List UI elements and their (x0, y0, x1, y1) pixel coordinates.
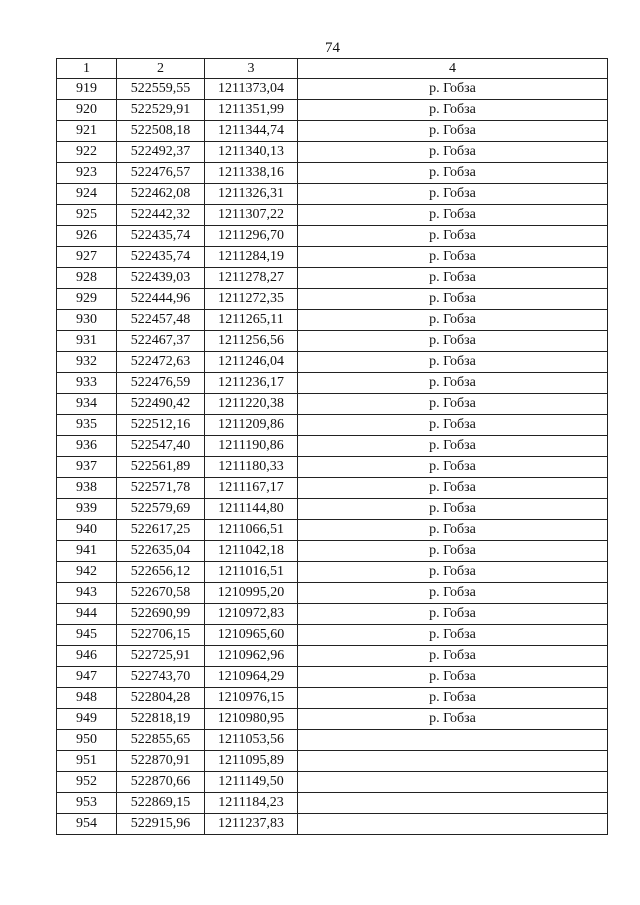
description-cell: р. Гобза (298, 457, 608, 478)
column-header-2: 2 (117, 59, 205, 79)
point-number-cell: 948 (57, 688, 117, 709)
y-coordinate-cell: 1211016,51 (205, 562, 298, 583)
page-number: 74 (325, 40, 340, 56)
point-number-cell: 950 (57, 730, 117, 751)
y-coordinate-cell: 1211296,70 (205, 226, 298, 247)
table-row (57, 79, 608, 100)
point-number-cell: 922 (57, 142, 117, 163)
column-header-1: 1 (57, 59, 117, 79)
description-cell (298, 751, 608, 772)
table-row (57, 751, 608, 772)
y-coordinate-cell: 1210976,15 (205, 688, 298, 709)
table-row (57, 394, 608, 415)
y-coordinate-cell: 1211265,11 (205, 310, 298, 331)
description-cell: р. Гобза (298, 583, 608, 604)
table-row (57, 121, 608, 142)
y-coordinate-cell: 1211307,22 (205, 205, 298, 226)
table-row (57, 226, 608, 247)
description-cell: р. Гобза (298, 184, 608, 205)
table-row (57, 184, 608, 205)
x-coordinate-cell: 522870,66 (117, 772, 205, 793)
description-cell: р. Гобза (298, 646, 608, 667)
point-number-cell: 953 (57, 793, 117, 814)
point-number-cell: 949 (57, 709, 117, 730)
y-coordinate-cell: 1211042,18 (205, 541, 298, 562)
y-coordinate-cell: 1211351,99 (205, 100, 298, 121)
x-coordinate-cell: 522579,69 (117, 499, 205, 520)
description-cell: р. Гобза (298, 415, 608, 436)
description-cell: р. Гобза (298, 688, 608, 709)
table-row (57, 352, 608, 373)
table-row (57, 142, 608, 163)
x-coordinate-cell: 522656,12 (117, 562, 205, 583)
y-coordinate-cell: 1211326,31 (205, 184, 298, 205)
table-row (57, 436, 608, 457)
x-coordinate-cell: 522476,59 (117, 373, 205, 394)
point-number-cell: 944 (57, 604, 117, 625)
table-header (57, 59, 608, 79)
description-cell: р. Гобза (298, 121, 608, 142)
point-number-cell: 933 (57, 373, 117, 394)
description-cell: р. Гобза (298, 373, 608, 394)
x-coordinate-cell: 522457,48 (117, 310, 205, 331)
table-row (57, 310, 608, 331)
point-number-cell: 926 (57, 226, 117, 247)
y-coordinate-cell: 1211180,33 (205, 457, 298, 478)
y-coordinate-cell: 1211149,50 (205, 772, 298, 793)
x-coordinate-cell: 522512,16 (117, 415, 205, 436)
x-coordinate-cell: 522870,91 (117, 751, 205, 772)
description-cell (298, 814, 608, 835)
description-cell: р. Гобза (298, 331, 608, 352)
point-number-cell: 925 (57, 205, 117, 226)
column-header-4: 4 (298, 59, 608, 79)
x-coordinate-cell: 522561,89 (117, 457, 205, 478)
point-number-cell: 951 (57, 751, 117, 772)
y-coordinate-cell: 1211220,38 (205, 394, 298, 415)
table-row (57, 730, 608, 751)
point-number-cell: 952 (57, 772, 117, 793)
x-coordinate-cell: 522435,74 (117, 247, 205, 268)
y-coordinate-cell: 1210995,20 (205, 583, 298, 604)
point-number-cell: 921 (57, 121, 117, 142)
x-coordinate-cell: 522467,37 (117, 331, 205, 352)
point-number-cell: 945 (57, 625, 117, 646)
table-row (57, 163, 608, 184)
point-number-cell: 946 (57, 646, 117, 667)
description-cell: р. Гобза (298, 394, 608, 415)
y-coordinate-cell: 1211209,86 (205, 415, 298, 436)
x-coordinate-cell: 522690,99 (117, 604, 205, 625)
y-coordinate-cell: 1210972,83 (205, 604, 298, 625)
table-row (57, 583, 608, 604)
point-number-cell: 923 (57, 163, 117, 184)
point-number-cell: 927 (57, 247, 117, 268)
point-number-cell: 930 (57, 310, 117, 331)
x-coordinate-cell: 522869,15 (117, 793, 205, 814)
point-number-cell: 935 (57, 415, 117, 436)
table-row (57, 772, 608, 793)
description-cell: р. Гобза (298, 310, 608, 331)
y-coordinate-cell: 1211338,16 (205, 163, 298, 184)
y-coordinate-cell: 1211373,04 (205, 79, 298, 100)
x-coordinate-cell: 522439,03 (117, 268, 205, 289)
y-coordinate-cell: 1210964,29 (205, 667, 298, 688)
x-coordinate-cell: 522442,32 (117, 205, 205, 226)
point-number-cell: 934 (57, 394, 117, 415)
y-coordinate-cell: 1211144,80 (205, 499, 298, 520)
description-cell: р. Гобза (298, 226, 608, 247)
point-number-cell: 932 (57, 352, 117, 373)
table-row (57, 646, 608, 667)
y-coordinate-cell: 1211167,17 (205, 478, 298, 499)
description-cell: р. Гобза (298, 499, 608, 520)
description-cell: р. Гобза (298, 79, 608, 100)
description-cell: р. Гобза (298, 541, 608, 562)
point-number-cell: 919 (57, 79, 117, 100)
y-coordinate-cell: 1211053,56 (205, 730, 298, 751)
description-cell: р. Гобза (298, 352, 608, 373)
description-cell: р. Гобза (298, 142, 608, 163)
x-coordinate-cell: 522529,91 (117, 100, 205, 121)
point-number-cell: 939 (57, 499, 117, 520)
point-number-cell: 929 (57, 289, 117, 310)
description-cell: р. Гобза (298, 709, 608, 730)
table-row (57, 205, 608, 226)
y-coordinate-cell: 1211272,35 (205, 289, 298, 310)
x-coordinate-cell: 522818,19 (117, 709, 205, 730)
y-coordinate-cell: 1211236,17 (205, 373, 298, 394)
point-number-cell: 954 (57, 814, 117, 835)
x-coordinate-cell: 522472,63 (117, 352, 205, 373)
table-row (57, 688, 608, 709)
x-coordinate-cell: 522462,08 (117, 184, 205, 205)
x-coordinate-cell: 522508,18 (117, 121, 205, 142)
x-coordinate-cell: 522725,91 (117, 646, 205, 667)
x-coordinate-cell: 522444,96 (117, 289, 205, 310)
point-number-cell: 941 (57, 541, 117, 562)
x-coordinate-cell: 522490,42 (117, 394, 205, 415)
table-row (57, 373, 608, 394)
column-header-3: 3 (205, 59, 298, 79)
x-coordinate-cell: 522804,28 (117, 688, 205, 709)
description-cell: р. Гобза (298, 100, 608, 121)
point-number-cell: 928 (57, 268, 117, 289)
table-row (57, 100, 608, 121)
description-cell (298, 793, 608, 814)
point-number-cell: 924 (57, 184, 117, 205)
x-coordinate-cell: 522855,65 (117, 730, 205, 751)
x-coordinate-cell: 522435,74 (117, 226, 205, 247)
point-number-cell: 947 (57, 667, 117, 688)
table-row (57, 247, 608, 268)
y-coordinate-cell: 1211246,04 (205, 352, 298, 373)
y-coordinate-cell: 1210980,95 (205, 709, 298, 730)
point-number-cell: 942 (57, 562, 117, 583)
table-row (57, 289, 608, 310)
table-row (57, 331, 608, 352)
description-cell: р. Гобза (298, 625, 608, 646)
table-row (57, 415, 608, 436)
x-coordinate-cell: 522670,58 (117, 583, 205, 604)
y-coordinate-cell: 1211095,89 (205, 751, 298, 772)
description-cell: р. Гобза (298, 163, 608, 184)
table-row (57, 793, 608, 814)
y-coordinate-cell: 1211284,19 (205, 247, 298, 268)
x-coordinate-cell: 522617,25 (117, 520, 205, 541)
description-cell: р. Гобза (298, 205, 608, 226)
coordinates-table (56, 58, 608, 835)
x-coordinate-cell: 522559,55 (117, 79, 205, 100)
y-coordinate-cell: 1210962,96 (205, 646, 298, 667)
point-number-cell: 937 (57, 457, 117, 478)
table-row (57, 499, 608, 520)
y-coordinate-cell: 1211278,27 (205, 268, 298, 289)
point-number-cell: 931 (57, 331, 117, 352)
description-cell: р. Гобза (298, 478, 608, 499)
description-cell: р. Гобза (298, 562, 608, 583)
table-row (57, 562, 608, 583)
x-coordinate-cell: 522706,15 (117, 625, 205, 646)
x-coordinate-cell: 522915,96 (117, 814, 205, 835)
table-row (57, 457, 608, 478)
table-row (57, 709, 608, 730)
table-row (57, 478, 608, 499)
y-coordinate-cell: 1211184,23 (205, 793, 298, 814)
description-cell: р. Гобза (298, 268, 608, 289)
table-row (57, 520, 608, 541)
description-cell (298, 730, 608, 751)
point-number-cell: 940 (57, 520, 117, 541)
y-coordinate-cell: 1211340,13 (205, 142, 298, 163)
x-coordinate-cell: 522635,04 (117, 541, 205, 562)
point-number-cell: 938 (57, 478, 117, 499)
x-coordinate-cell: 522571,78 (117, 478, 205, 499)
point-number-cell: 936 (57, 436, 117, 457)
y-coordinate-cell: 1211256,56 (205, 331, 298, 352)
description-cell: р. Гобза (298, 289, 608, 310)
x-coordinate-cell: 522492,37 (117, 142, 205, 163)
table-row (57, 604, 608, 625)
table-row (57, 625, 608, 646)
table-body (57, 79, 608, 835)
header-row (57, 59, 608, 79)
point-number-cell: 943 (57, 583, 117, 604)
y-coordinate-cell: 1211190,86 (205, 436, 298, 457)
y-coordinate-cell: 1211237,83 (205, 814, 298, 835)
description-cell: р. Гобза (298, 667, 608, 688)
table-row (57, 814, 608, 835)
x-coordinate-cell: 522476,57 (117, 163, 205, 184)
description-cell: р. Гобза (298, 520, 608, 541)
point-number-cell: 920 (57, 100, 117, 121)
table-row (57, 268, 608, 289)
description-cell: р. Гобза (298, 247, 608, 268)
x-coordinate-cell: 522743,70 (117, 667, 205, 688)
description-cell: р. Гобза (298, 436, 608, 457)
description-cell: р. Гобза (298, 604, 608, 625)
table-row (57, 667, 608, 688)
y-coordinate-cell: 1211344,74 (205, 121, 298, 142)
table-row (57, 541, 608, 562)
description-cell (298, 772, 608, 793)
y-coordinate-cell: 1210965,60 (205, 625, 298, 646)
x-coordinate-cell: 522547,40 (117, 436, 205, 457)
y-coordinate-cell: 1211066,51 (205, 520, 298, 541)
